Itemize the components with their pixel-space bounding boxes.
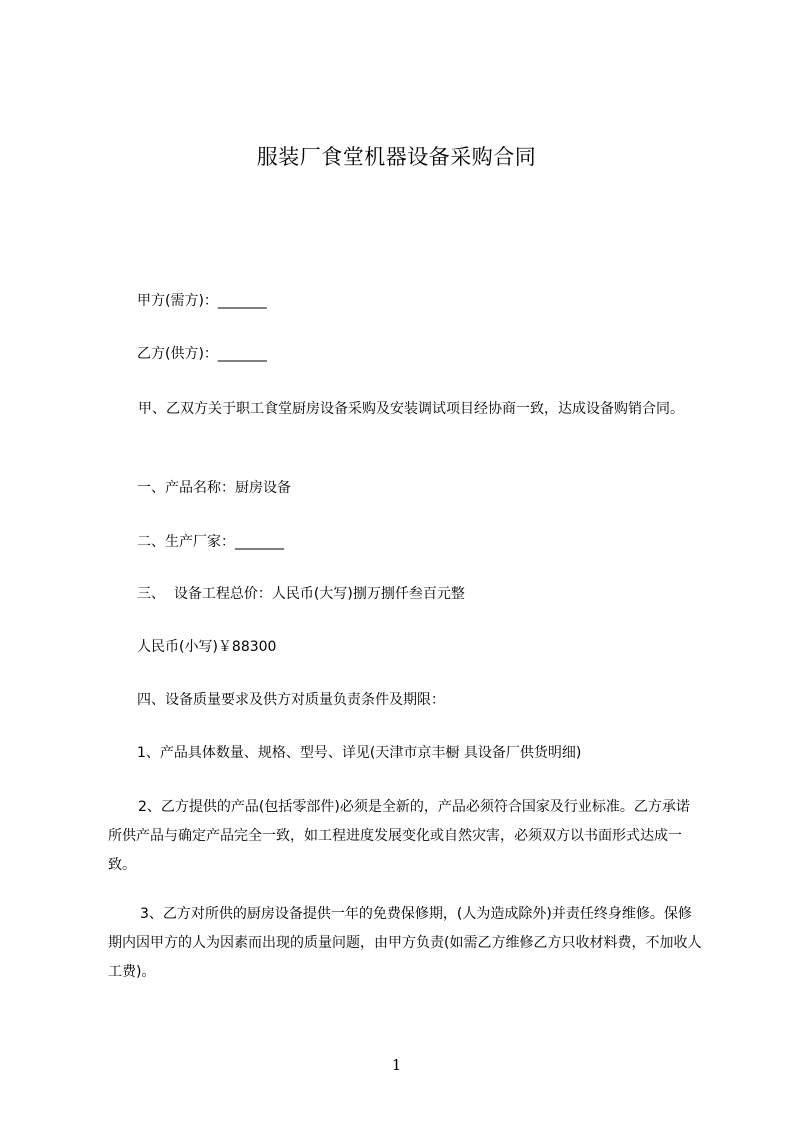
clause-3: 3、乙方对所供的厨房设备提供一年的免费保修期，(人为造成除外)并责任终身维修。保修期内因甲方的人为因素而出现的质量问题，由甲方负责(如需乙方维修乙方只收材料费，不加收人工费)。 <box>108 906 702 980</box>
document-title: 服装厂食堂机器设备采购合同 <box>256 145 537 169</box>
party-a-line: 甲方(需方)：_______ <box>137 293 267 309</box>
clause-2: 2、乙方提供的产品(包括零部件)必须是全新的，产品必须符合国家及行业标准。乙方承诺所供产品与确定产品完全一致，如工程进度发展变化或自然灾害，必须双方以书面形式达成一致。 <box>108 799 690 873</box>
party-b-line: 乙方(供方)：_______ <box>137 346 267 362</box>
intro-paragraph: 甲、乙双方关于职工食堂厨房设备采购及安装调试项目经协商一致，达成设备购销合同。 <box>138 401 684 417</box>
clause-1: 1、产品具体数量、规格、型号、详见(天津市京丰橱 具设备厂供货明细) <box>137 745 582 761</box>
section-total-price: 三、 设备工程总价：人民币(大写)捌万捌仟叁百元整 <box>137 586 465 602</box>
section-quality-terms: 四、设备质量要求及供方对质量负责条件及期限： <box>137 692 445 708</box>
amount-small: 人民币(小写)￥88300 <box>137 639 277 655</box>
section-manufacturer: 二、生产厂家：_______ <box>137 534 284 550</box>
section-product-name: 一、产品名称：厨房设备 <box>137 480 291 496</box>
page-number: 1 <box>391 1056 402 1074</box>
